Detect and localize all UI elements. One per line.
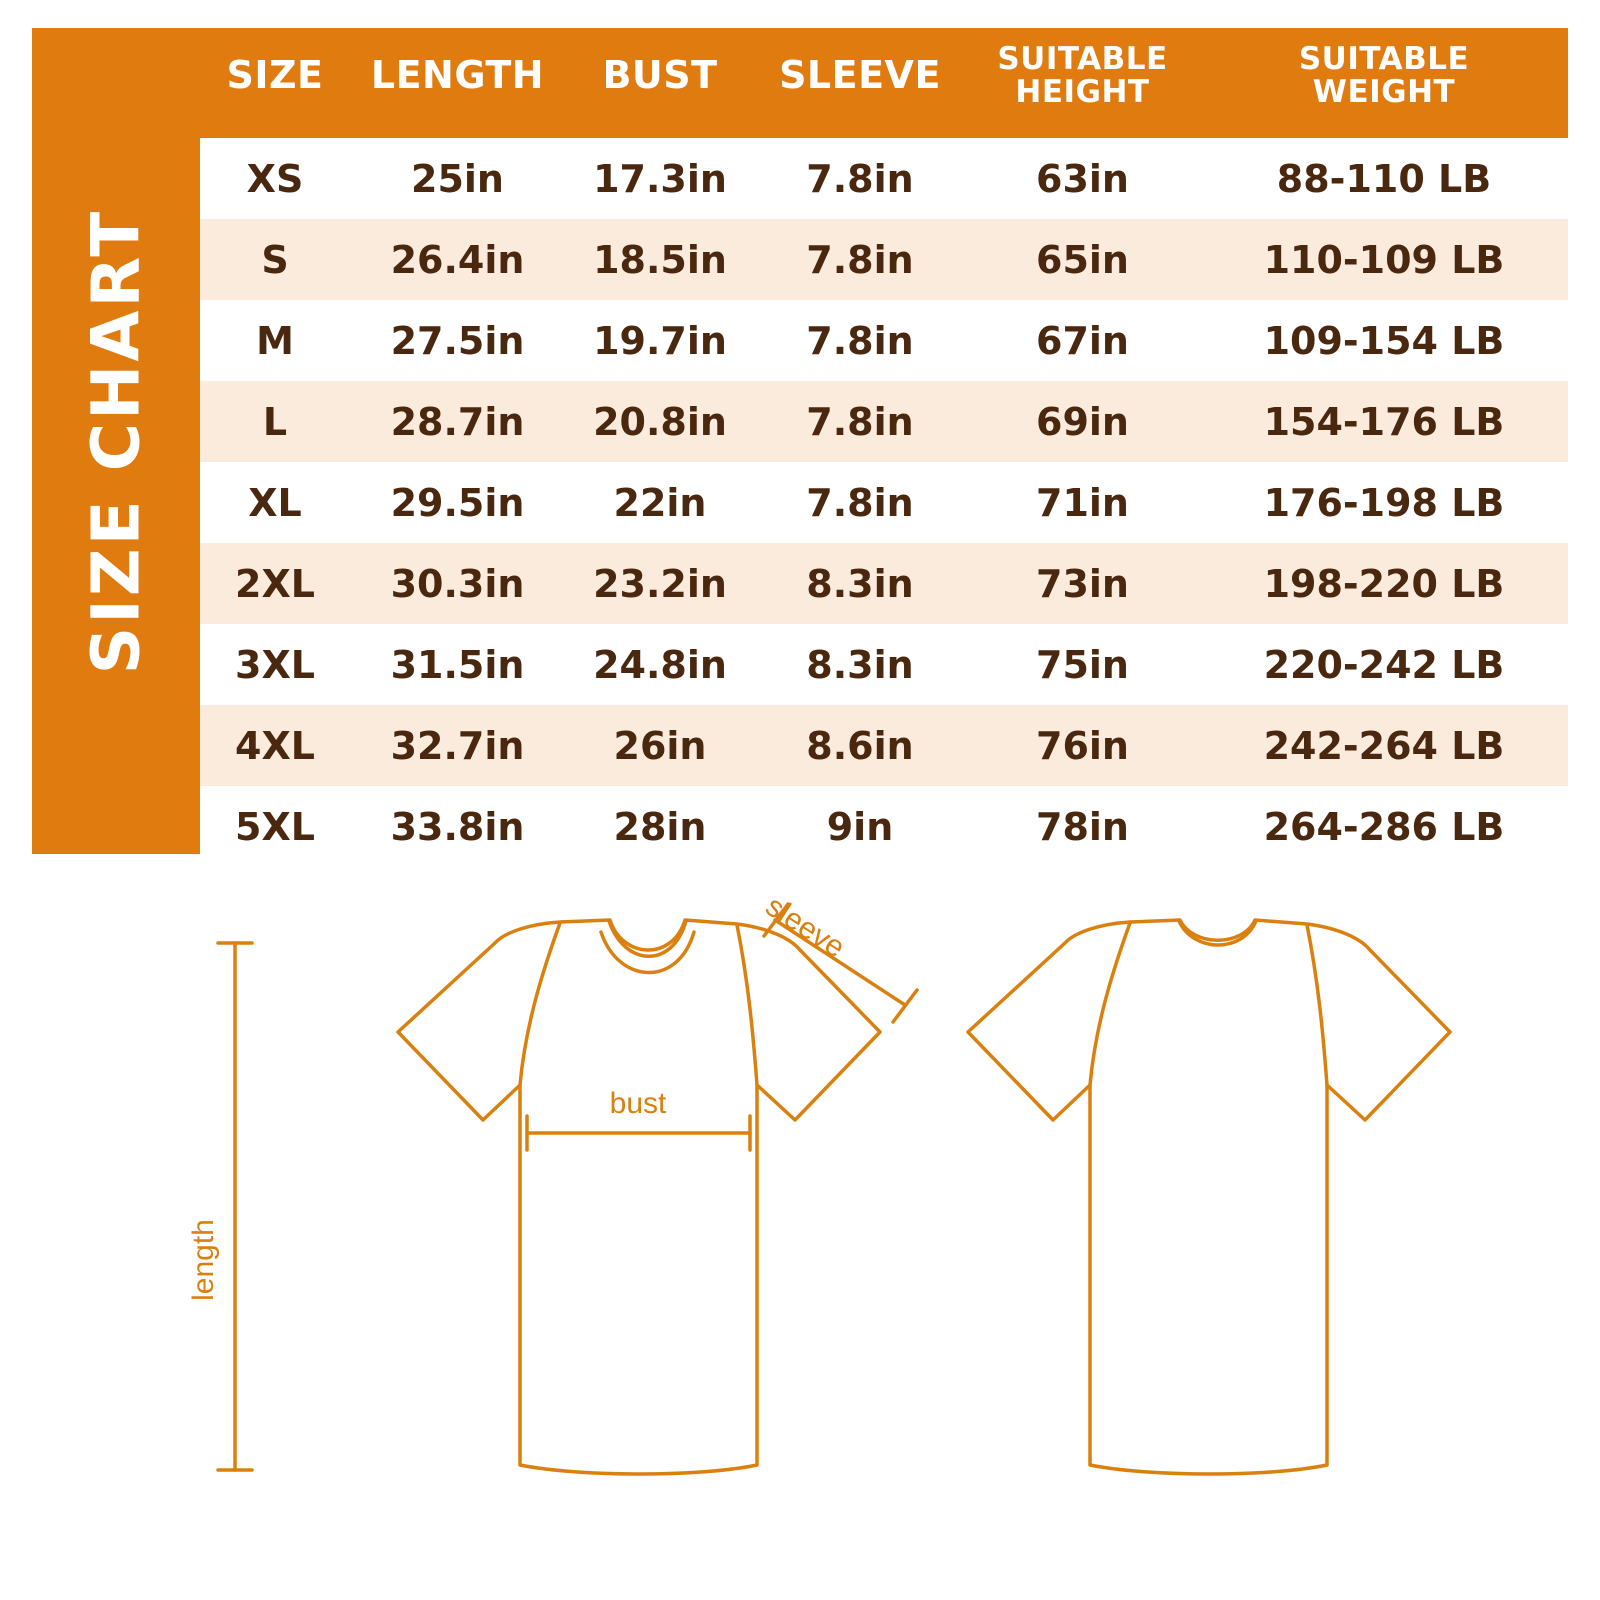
column-header-sleeve-line1: SLEEVE (779, 53, 941, 98)
cell-bust: 28in (565, 786, 755, 867)
cell-weight: 264-286 LB (1200, 786, 1568, 867)
cell-weight: 220-242 LB (1200, 624, 1568, 705)
cell-sleeve: 8.6in (755, 705, 965, 786)
column-header-suitable-height-line1: SUITABLE (997, 41, 1168, 78)
table-row (200, 219, 1568, 300)
column-header-size (200, 28, 350, 138)
length-label: length (187, 1219, 220, 1301)
sleeve-label: sleeve (759, 889, 851, 965)
cell-weight: 242-264 LB (1200, 705, 1568, 786)
cell-bust: 26in (565, 705, 755, 786)
cell-sleeve: 7.8in (755, 300, 965, 381)
cell-length: 30.3in (350, 543, 565, 624)
page-title: SIZE CHART (77, 208, 155, 674)
cell-height: 75in (965, 624, 1200, 705)
size-table-wrapper (200, 28, 1568, 854)
cell-size: 3XL (200, 624, 350, 705)
size-table-head (200, 28, 1568, 138)
cell-bust: 20.8in (565, 381, 755, 462)
cell-bust: 19.7in (565, 300, 755, 381)
cell-sleeve: 9in (755, 786, 965, 867)
size-table (200, 28, 1568, 867)
cell-sleeve: 7.8in (755, 219, 965, 300)
cell-sleeve: 7.8in (755, 381, 965, 462)
column-header-length-line1: LENGTH (370, 53, 545, 98)
cell-bust: 24.8in (565, 624, 755, 705)
measurement-diagram (0, 880, 1600, 1580)
table-row (200, 462, 1568, 543)
column-header-suitable-weight (1200, 28, 1568, 138)
cell-height: 65in (965, 219, 1200, 300)
cell-sleeve: 7.8in (755, 462, 965, 543)
cell-length: 32.7in (350, 705, 565, 786)
cell-length: 31.5in (350, 624, 565, 705)
cell-length: 33.8in (350, 786, 565, 867)
cell-size: XL (200, 462, 350, 543)
column-header-bust (565, 28, 755, 138)
column-header-suitable-weight-line1: SUITABLE (1298, 41, 1470, 78)
cell-bust: 22in (565, 462, 755, 543)
bust-measure-line (527, 1116, 750, 1150)
column-header-suitable-height (965, 28, 1200, 138)
cell-sleeve: 8.3in (755, 543, 965, 624)
tshirt-back-outline (968, 920, 1450, 1474)
cell-weight: 154-176 LB (1200, 381, 1568, 462)
cell-height: 78in (965, 786, 1200, 867)
cell-length: 25in (350, 138, 565, 219)
cell-height: 73in (965, 543, 1200, 624)
cell-weight: 110-109 LB (1200, 219, 1568, 300)
cell-bust: 23.2in (565, 543, 755, 624)
cell-size: XS (200, 138, 350, 219)
cell-height: 67in (965, 300, 1200, 381)
cell-bust: 17.3in (565, 138, 755, 219)
table-row (200, 786, 1568, 867)
cell-length: 27.5in (350, 300, 565, 381)
cell-height: 76in (965, 705, 1200, 786)
size-chart-block (32, 28, 1568, 854)
table-row (200, 543, 1568, 624)
cell-size: L (200, 381, 350, 462)
column-header-suitable-height-line2: HEIGHT (1015, 74, 1150, 110)
column-header-sleeve (755, 28, 965, 138)
column-header-suitable-weight-line2: WEIGHT (1312, 74, 1456, 110)
cell-weight: 109-154 LB (1200, 300, 1568, 381)
table-row (200, 300, 1568, 381)
cell-length: 26.4in (350, 219, 565, 300)
column-header-bust-line1: BUST (602, 53, 718, 98)
tshirt-front-outline (398, 920, 880, 1474)
cell-height: 69in (965, 381, 1200, 462)
table-row (200, 624, 1568, 705)
cell-length: 29.5in (350, 462, 565, 543)
size-table-body (200, 138, 1568, 867)
cell-weight: 88-110 LB (1200, 138, 1568, 219)
cell-length: 28.7in (350, 381, 565, 462)
cell-sleeve: 7.8in (755, 138, 965, 219)
column-header-size-line1: SIZE (226, 53, 324, 98)
cell-height: 63in (965, 138, 1200, 219)
chart-title-vertical (32, 28, 200, 854)
cell-size: 4XL (200, 705, 350, 786)
cell-size: 2XL (200, 543, 350, 624)
cell-weight: 176-198 LB (1200, 462, 1568, 543)
table-row (200, 705, 1568, 786)
length-measure-line (218, 943, 252, 1470)
table-header-row (200, 28, 1568, 138)
bust-label: bust (609, 1087, 667, 1120)
cell-sleeve: 8.3in (755, 624, 965, 705)
table-row (200, 381, 1568, 462)
cell-height: 71in (965, 462, 1200, 543)
cell-weight: 198-220 LB (1200, 543, 1568, 624)
cell-bust: 18.5in (565, 219, 755, 300)
cell-size: S (200, 219, 350, 300)
cell-size: M (200, 300, 350, 381)
column-header-length (350, 28, 565, 138)
cell-size: 5XL (200, 786, 350, 867)
table-row (200, 138, 1568, 219)
